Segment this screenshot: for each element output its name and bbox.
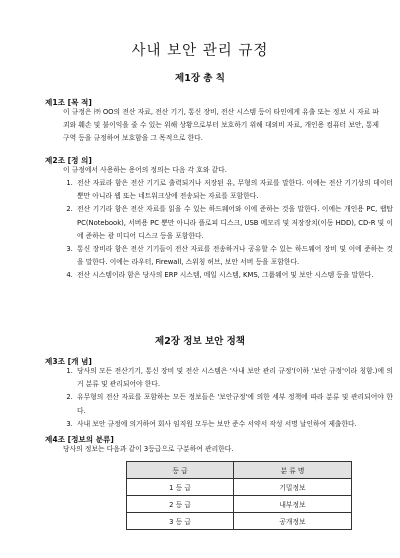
- list-item: 3. 사내 보안 규정에 의거하여 회사 임직원 모두는 보안 준수 서약서 작성 서명 날인하여 제출한다.: [75, 418, 393, 431]
- grade-header: 등 급: [127, 462, 234, 479]
- classification-header: 분 류 명: [234, 462, 352, 479]
- classification-cell: 기밀정보: [234, 479, 352, 496]
- classification-cell: 공개정보: [234, 513, 352, 530]
- table-row: [127, 496, 352, 513]
- document-title: 사내 보안 관리 규정: [131, 43, 269, 59]
- list-item: 1. 전산 자료라 함은 전산 기기로 출력되거나 저장된 유, 무형의 자료를 말한다. 이에는 전산 기기상의 데이터뿐만 아니라 웹 또는 네트워크상에 전송되는 자료를 포함한다.: [75, 177, 393, 203]
- list-item: 1. 당사의 모든 전산기기, 통신 장비 및 전산 시스템은 '사내 보안 관리 규정'(이하 '보안 규정'이라 칭함.)에 의거 분류 및 관리되어야 한다.: [75, 365, 393, 391]
- article-1-text: 이 규정은 ㈜ OO의 전산 자료, 전산 기기, 통신 장비, 전산 시스템 등이 타인에게 유출 또는 정보 시 자료 파괴와 훼손 및 불이익을 줄 수 있는 위해 상황으로부터 보호하기 위해 대외비 자료, 개인용 컴퓨터 보안, 통제 구역 등을 규정하여 보호함을 그 목적으로 한다.: [63, 108, 379, 143]
- list-item: 2. 유무형의 전산 자료를 포함하는 모든 정보들은 '보안규정'에 의한 세부 정책에 따라 분류 및 관리되어야 한다.: [75, 391, 393, 417]
- list-item: 3. 통신 장비라 함은 전산 기기들이 전산 자료를 전송하거나 공유할 수 있는 하드웨어 장비 및 이에 준하는 것을 말한다. 이에는 라우터, Firewall, 스위칭 허브, 보안 서버 등을 포함한다.: [75, 243, 393, 269]
- article-4-intro: 당사의 정보는 다음과 같이 3등급으로 구분하여 관리한다.: [63, 445, 234, 453]
- list-item: 4. 전산 시스템이라 함은 당사의 ERP 시스템, 메일 시스템, KMS, 그룹웨어 및 보안 시스템 등을 말한다.: [75, 269, 393, 282]
- classification-cell: 내부정보: [234, 496, 352, 513]
- article-2-intro: 이 규정에서 사용하는 용어의 정의는 다음 각 호와 같다.: [63, 166, 227, 174]
- article-1-heading: 제1조 [목 적]: [45, 98, 92, 107]
- article-4-heading: 제4조 [정보의 분류]: [45, 435, 114, 444]
- article-2-heading: 제2조 [정 의]: [45, 156, 92, 165]
- grade-cell: 2 등 급: [127, 496, 234, 513]
- article-3-list: [63, 365, 393, 431]
- table-header-row: [127, 462, 352, 479]
- classification-table: [126, 461, 352, 530]
- table-row: [127, 513, 352, 530]
- table-row: [127, 479, 352, 496]
- chapter-1-title: 제1장 총 칙: [175, 73, 225, 84]
- chapter-2-title: 제2장 정보 보안 정책: [155, 336, 245, 347]
- list-item: 2. 전산 기기라 함은 전산 자료를 읽을 수 있는 하드웨어와 이에 준하는 것을 말한다. 이에는 개인용 PC, 랩탑 PC(Notebook), 서버용 PC 뿐만 아니라 플로피 디스크, USB 메모리 및 저장장치(이동 HDD), CD-R 및 이에 준하는 광 미디어 디스크 등을 포함한다.: [75, 203, 393, 243]
- grade-cell: 3 등 급: [127, 513, 234, 530]
- article-2-list: [63, 177, 393, 283]
- grade-cell: 1 등 급: [127, 479, 234, 496]
- article-3-heading: 제3조 [개 념]: [45, 357, 92, 366]
